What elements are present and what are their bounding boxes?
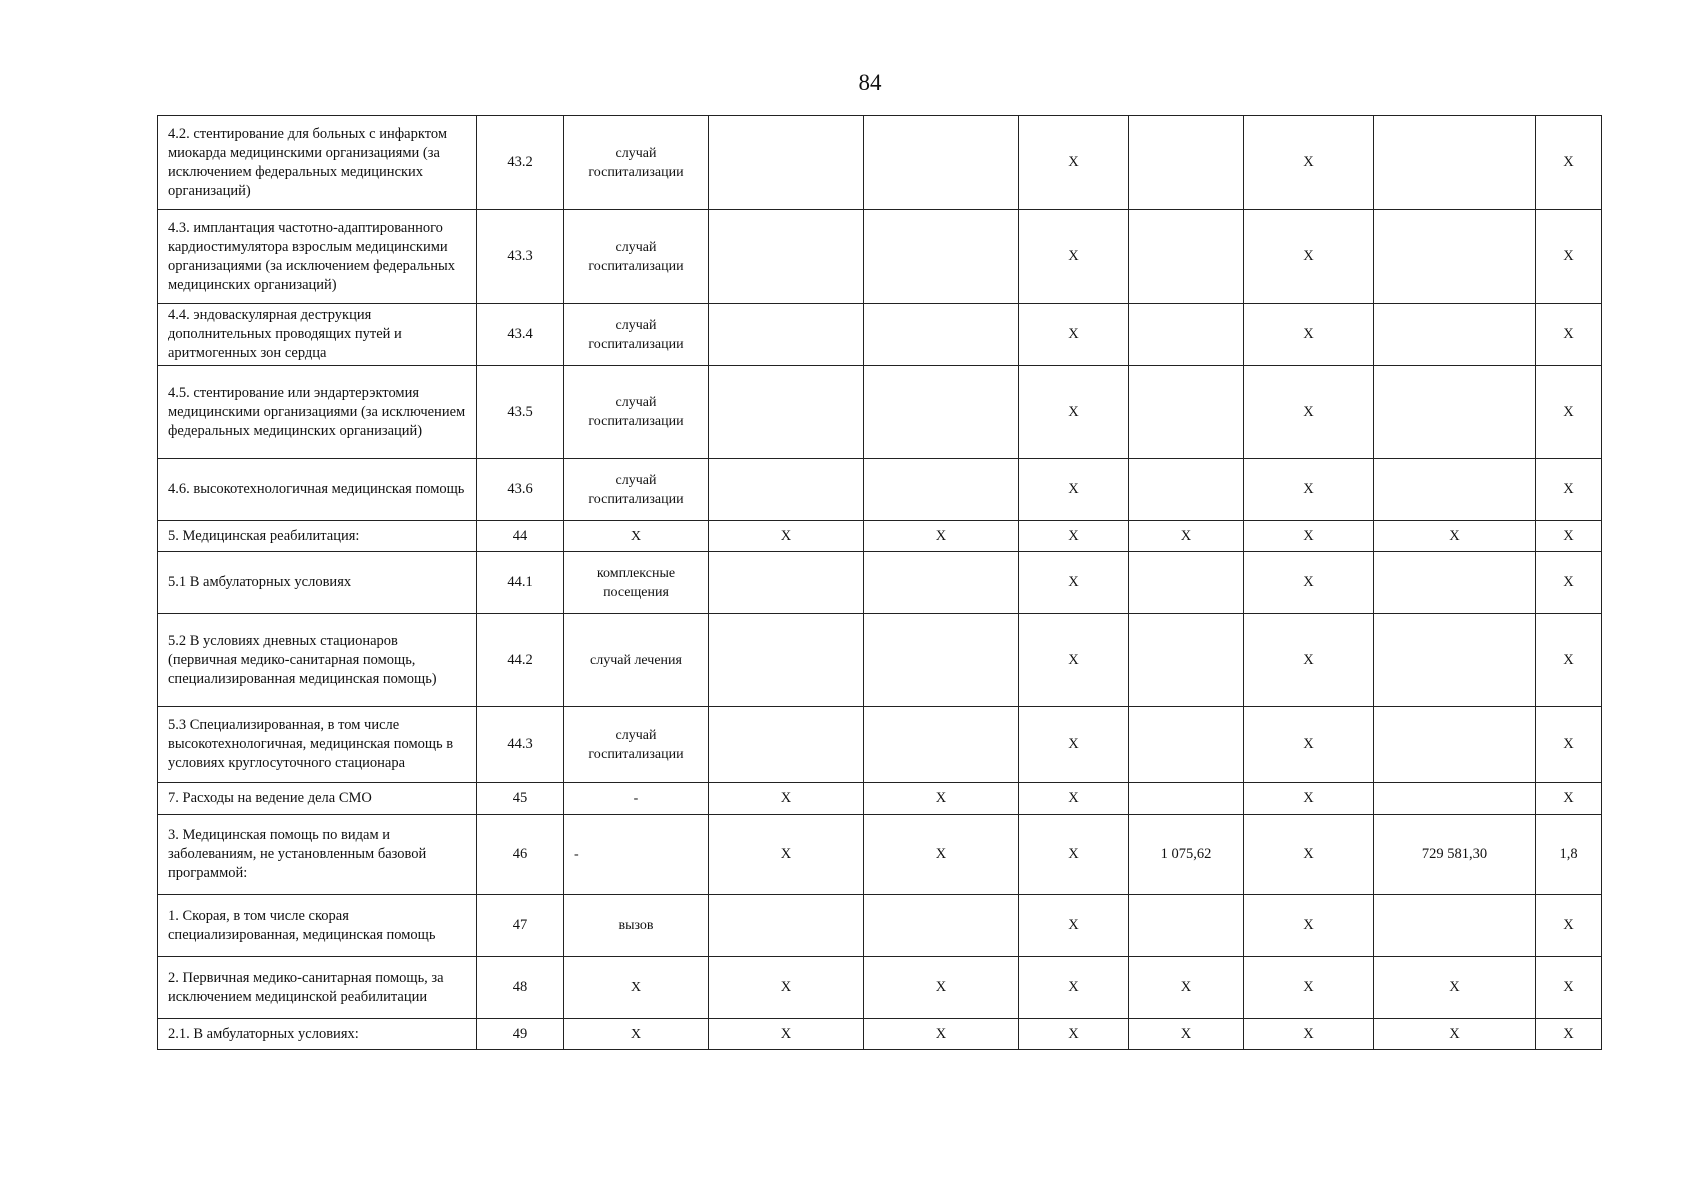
value-cell: Х <box>1244 1019 1374 1050</box>
row-name-cell: 5.3 Специализированная, в том числе высокотехнологичная, медицинская помощь в условиях круглосуточного стационара <box>158 707 477 783</box>
value-cell <box>709 614 864 707</box>
row-line-number-cell: 43.4 <box>477 304 564 366</box>
value-cell: Х <box>1019 116 1129 210</box>
value-cell: Х <box>1536 957 1602 1019</box>
row-unit-cell: - <box>564 783 709 815</box>
table-row <box>158 957 1602 1019</box>
row-line-number-cell: 44.1 <box>477 552 564 614</box>
row-name-cell: 2. Первичная медико-санитарная помощь, за исключением медицинской реабилитации <box>158 957 477 1019</box>
row-unit-cell: Х <box>564 1019 709 1050</box>
value-cell <box>709 552 864 614</box>
value-cell: Х <box>864 957 1019 1019</box>
value-cell <box>864 552 1019 614</box>
row-unit-cell: Х <box>564 957 709 1019</box>
table-row <box>158 459 1602 521</box>
value-cell: Х <box>864 783 1019 815</box>
value-cell <box>1129 366 1244 459</box>
row-line-number-cell: 49 <box>477 1019 564 1050</box>
row-line-number-cell: 48 <box>477 957 564 1019</box>
value-cell <box>1129 459 1244 521</box>
table-row <box>158 815 1602 895</box>
value-cell: Х <box>1536 1019 1602 1050</box>
value-cell <box>1374 459 1536 521</box>
row-unit-cell: вызов <box>564 895 709 957</box>
value-cell <box>709 366 864 459</box>
value-cell <box>1129 783 1244 815</box>
value-cell: Х <box>1129 957 1244 1019</box>
page-number: 84 <box>858 70 882 95</box>
value-cell: Х <box>1019 366 1129 459</box>
value-cell: Х <box>864 815 1019 895</box>
value-cell: Х <box>1536 304 1602 366</box>
value-cell: Х <box>1374 521 1536 552</box>
row-name-cell: 2.1. В амбулаторных условиях: <box>158 1019 477 1050</box>
value-cell: Х <box>1244 366 1374 459</box>
value-cell <box>1374 552 1536 614</box>
value-cell: Х <box>1244 614 1374 707</box>
value-cell <box>1129 707 1244 783</box>
value-cell <box>709 895 864 957</box>
value-cell: Х <box>1536 521 1602 552</box>
row-name-cell: 4.3. имплантация частотно-адаптированного кардиостимулятора взрослым медицинскими организациями (за исключением федеральных медицинских организаций) <box>158 210 477 304</box>
value-cell <box>864 459 1019 521</box>
value-cell: Х <box>1129 521 1244 552</box>
value-cell: Х <box>1536 366 1602 459</box>
value-cell <box>709 459 864 521</box>
value-cell: Х <box>1129 1019 1244 1050</box>
value-cell <box>709 707 864 783</box>
value-cell: 1 075,62 <box>1129 815 1244 895</box>
row-name-cell: 5. Медицинская реабилитация: <box>158 521 477 552</box>
value-cell <box>1129 895 1244 957</box>
value-cell <box>864 366 1019 459</box>
value-cell: 729 581,30 <box>1374 815 1536 895</box>
value-cell: Х <box>1244 895 1374 957</box>
value-cell <box>1374 366 1536 459</box>
value-cell <box>864 210 1019 304</box>
value-cell: 1,8 <box>1536 815 1602 895</box>
row-unit-cell: случай госпитализации <box>564 366 709 459</box>
value-cell: Х <box>1536 614 1602 707</box>
row-line-number-cell: 43.5 <box>477 366 564 459</box>
value-cell: Х <box>1019 521 1129 552</box>
value-cell <box>864 116 1019 210</box>
value-cell: Х <box>1536 459 1602 521</box>
table-row <box>158 783 1602 815</box>
value-cell: Х <box>1244 304 1374 366</box>
table-row <box>158 552 1602 614</box>
value-cell <box>864 895 1019 957</box>
value-cell <box>709 304 864 366</box>
value-cell: Х <box>1244 707 1374 783</box>
value-cell: Х <box>1374 1019 1536 1050</box>
value-cell: Х <box>1244 116 1374 210</box>
row-name-cell: 4.6. высокотехнологичная медицинская помощь <box>158 459 477 521</box>
value-cell: Х <box>1244 521 1374 552</box>
value-cell: Х <box>1019 815 1129 895</box>
value-cell <box>864 304 1019 366</box>
value-cell <box>1129 116 1244 210</box>
table-row <box>158 1019 1602 1050</box>
row-name-cell: 4.4. эндоваскулярная деструкция дополнительных проводящих путей и аритмогенных зон сердца <box>158 304 477 366</box>
value-cell <box>1374 895 1536 957</box>
row-name-cell: 5.2 В условиях дневных стационаров (первичная медико-санитарная помощь, специализированная медицинская помощь) <box>158 614 477 707</box>
row-line-number-cell: 46 <box>477 815 564 895</box>
services-table <box>157 115 1602 1050</box>
value-cell <box>1129 614 1244 707</box>
row-name-cell: 4.2. стентирование для больных с инфарктом миокарда медицинскими организациями (за исключением федеральных медицинских организаций) <box>158 116 477 210</box>
value-cell: Х <box>1019 1019 1129 1050</box>
row-unit-cell: Х <box>564 521 709 552</box>
table-row <box>158 116 1602 210</box>
row-name-cell: 3. Медицинская помощь по видам и заболеваниям, не установленным базовой программой: <box>158 815 477 895</box>
row-name-cell: 1. Скорая, в том числе скорая специализированная, медицинская помощь <box>158 895 477 957</box>
value-cell: Х <box>1019 304 1129 366</box>
value-cell: Х <box>1019 783 1129 815</box>
value-cell: Х <box>709 815 864 895</box>
value-cell: Х <box>864 1019 1019 1050</box>
row-name-cell: 5.1 В амбулаторных условиях <box>158 552 477 614</box>
row-line-number-cell: 45 <box>477 783 564 815</box>
value-cell: Х <box>1536 707 1602 783</box>
value-cell <box>1129 210 1244 304</box>
value-cell <box>1374 783 1536 815</box>
row-unit-cell: случай госпитализации <box>564 459 709 521</box>
value-cell: Х <box>709 521 864 552</box>
value-cell <box>1374 210 1536 304</box>
row-unit-cell: случай лечения <box>564 614 709 707</box>
value-cell: Х <box>1244 815 1374 895</box>
value-cell <box>1129 552 1244 614</box>
row-name-cell: 4.5. стентирование или эндартерэктомия медицинскими организациями (за исключением федеральных медицинских организаций) <box>158 366 477 459</box>
value-cell <box>864 707 1019 783</box>
table-row <box>158 210 1602 304</box>
row-line-number-cell: 44.2 <box>477 614 564 707</box>
value-cell <box>1374 707 1536 783</box>
table-row <box>158 304 1602 366</box>
value-cell <box>864 614 1019 707</box>
value-cell: Х <box>1244 957 1374 1019</box>
value-cell: Х <box>1244 210 1374 304</box>
value-cell: Х <box>864 521 1019 552</box>
value-cell: Х <box>1019 614 1129 707</box>
value-cell <box>709 210 864 304</box>
row-line-number-cell: 44 <box>477 521 564 552</box>
value-cell: Х <box>1019 552 1129 614</box>
row-unit-cell: случай госпитализации <box>564 210 709 304</box>
row-unit-cell: случай госпитализации <box>564 116 709 210</box>
table-row <box>158 707 1602 783</box>
row-line-number-cell: 43.6 <box>477 459 564 521</box>
row-line-number-cell: 47 <box>477 895 564 957</box>
value-cell <box>709 116 864 210</box>
row-unit-cell: случай госпитализации <box>564 707 709 783</box>
value-cell: Х <box>709 957 864 1019</box>
value-cell: Х <box>1374 957 1536 1019</box>
value-cell: Х <box>1244 552 1374 614</box>
value-cell: Х <box>1536 552 1602 614</box>
table-row <box>158 895 1602 957</box>
value-cell: Х <box>1019 895 1129 957</box>
value-cell: Х <box>1244 783 1374 815</box>
value-cell <box>1129 304 1244 366</box>
row-line-number-cell: 43.2 <box>477 116 564 210</box>
value-cell: Х <box>1019 459 1129 521</box>
table-row <box>158 366 1602 459</box>
row-name-cell: 7. Расходы на ведение дела СМО <box>158 783 477 815</box>
row-unit-cell: - <box>564 815 709 895</box>
value-cell: Х <box>709 783 864 815</box>
table-row <box>158 614 1602 707</box>
value-cell: Х <box>1019 957 1129 1019</box>
value-cell <box>1374 614 1536 707</box>
value-cell: Х <box>709 1019 864 1050</box>
value-cell: Х <box>1536 783 1602 815</box>
table-row <box>158 521 1602 552</box>
row-unit-cell: случай госпитализации <box>564 304 709 366</box>
value-cell <box>1374 116 1536 210</box>
row-line-number-cell: 43.3 <box>477 210 564 304</box>
value-cell: Х <box>1019 210 1129 304</box>
value-cell: Х <box>1019 707 1129 783</box>
value-cell <box>1374 304 1536 366</box>
row-unit-cell: комплексные посещения <box>564 552 709 614</box>
value-cell: Х <box>1536 210 1602 304</box>
value-cell: Х <box>1536 895 1602 957</box>
value-cell: Х <box>1536 116 1602 210</box>
value-cell: Х <box>1244 459 1374 521</box>
row-line-number-cell: 44.3 <box>477 707 564 783</box>
